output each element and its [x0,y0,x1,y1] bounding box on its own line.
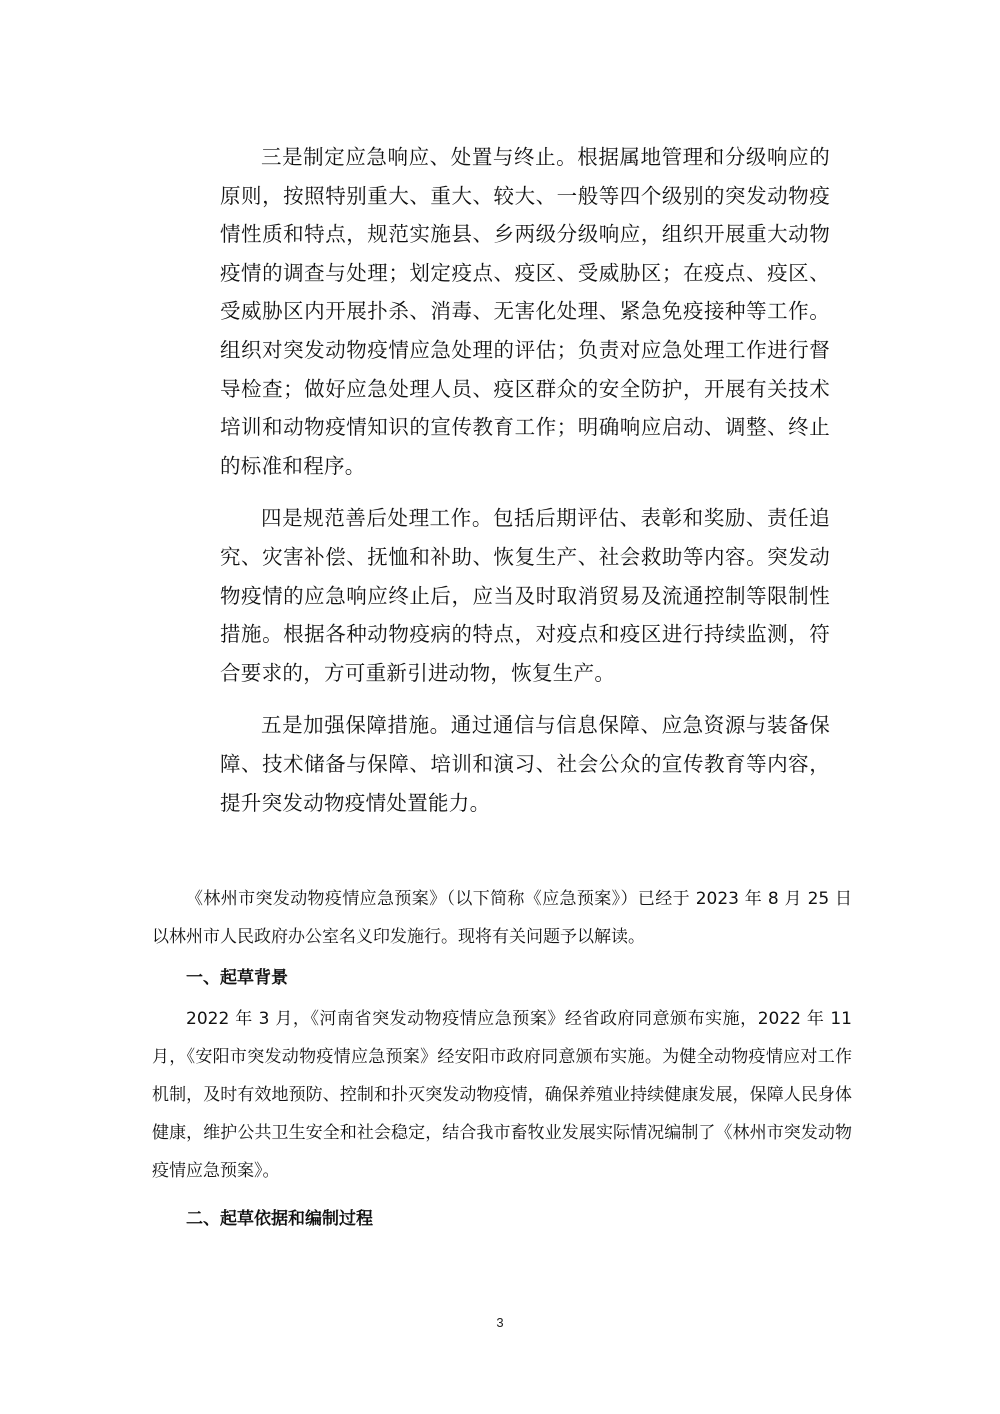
paragraph-aftermath-handling: 四是规范善后处理工作。包括后期评估、表彰和奖励、责任追究、灾害补偿、抚恤和补助、恢复生产、社会救助等内容。突发动物疫情的应急响应终止后，应当及时取消贸易及流通控制等限制性措施。根据各种动物疫病的特点，对疫点和疫区进行持续监测，符合要求的，方可重新引进动物，恢复生产。 [220,506,830,685]
heading-drafting-basis: 二、起草依据和编制过程 [186,1209,373,1229]
plan-content-section [220,138,830,836]
heading-drafting-background: 一、起草背景 [186,968,288,988]
paragraph-emergency-response: 三是制定应急响应、处置与终止。根据属地管理和分级响应的原则，按照特别重大、重大、较大、一般等四个级别的突发动物疫情性质和特点，规范实施县、乡两级分级响应，组织开展重大动物疫情的调查与处理；划定疫点、疫区、受威胁区；在疫点、疫区、受威胁区内开展扑杀、消毒、无害化处理、紧急免疫接种等工作。组织对突发动物疫情应急处理的评估；负责对应急处理工作进行督导检查；做好应急处理人员、疫区群众的安全防护，开展有关技术培训和动物疫情知识的宣传教育工作；明确响应启动、调整、终止的标准和程序。 [220,145,830,478]
paragraph-safeguard-measures: 五是加强保障措施。通过通信与信息保障、应急资源与装备保障、技术储备与保障、培训和演习、社会公众的宣传教育等内容，提升突发动物疫情处置能力。 [220,713,830,815]
interpretation-section [152,880,852,1241]
paragraph-drafting-background: 2022 年 3 月，《河南省突发动物疫情应急预案》经省政府同意颁布实施，2022 年 11 月，《安阳市突发动物疫情应急预案》经安阳市政府同意颁布实施。为健全动物疫情应对工作机制，及时有效地预防、控制和扑灭突发动物疫情，确保养殖业持续健康发展，保障人民身体健康，维护公共卫生安全和社会稳定，结合我市畜牧业发展实际情况编制了《林州市突发动物疫情应急预案》。 [152,1009,852,1181]
page-number: 3 [496,1315,504,1330]
interpretation-intro: 《林州市突发动物疫情应急预案》（以下简称《应急预案》）已经于 2023 年 8 月 25 日以林州市人民政府办公室名义印发施行。现将有关问题予以解读。 [152,889,852,947]
